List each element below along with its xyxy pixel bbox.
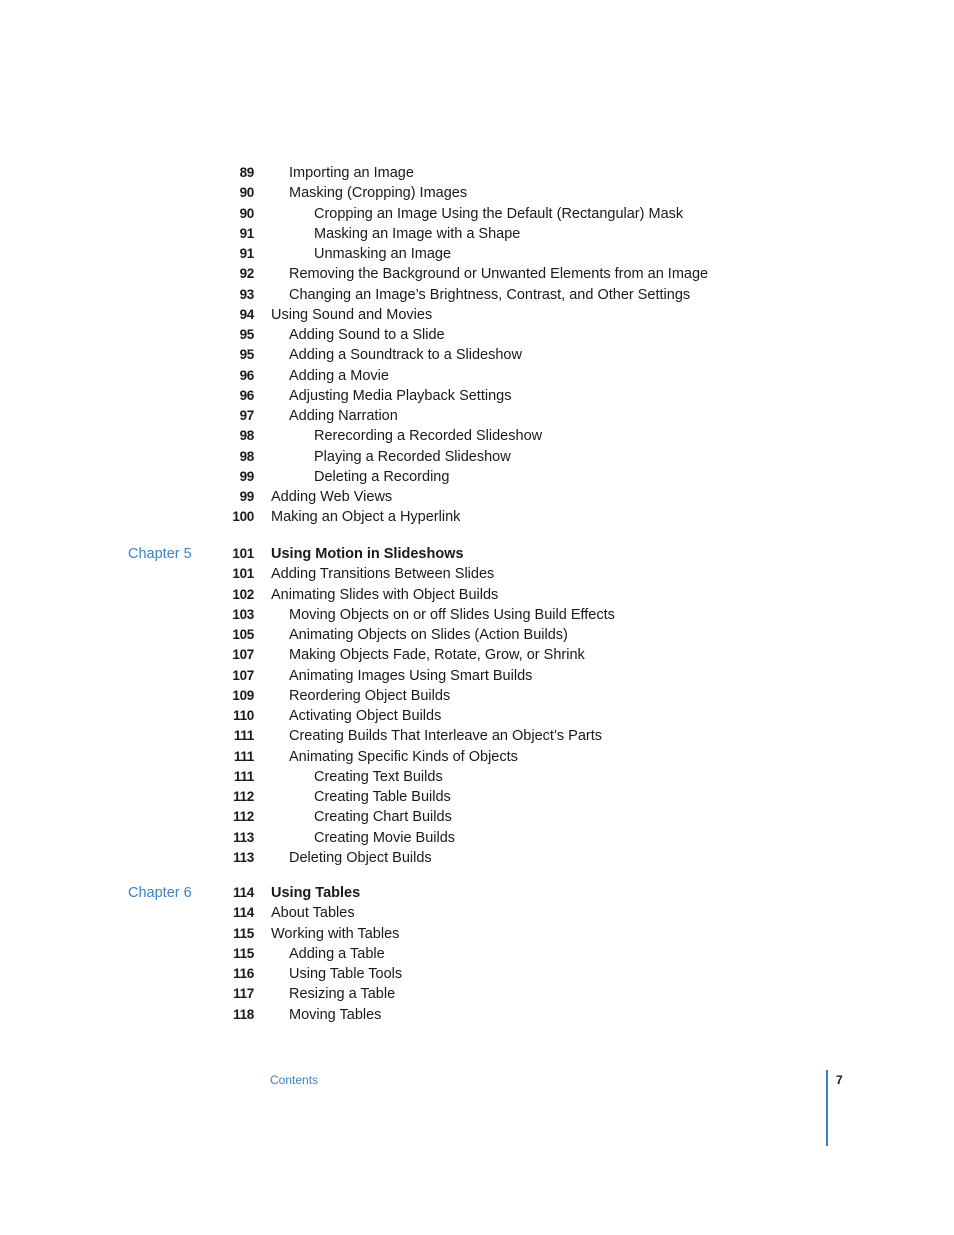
toc-entry-title: Making Objects Fade, Rotate, Grow, or Shrink [289, 647, 585, 664]
toc-page-number: 114 [233, 885, 254, 900]
toc-page-number: 92 [239, 266, 254, 282]
footer-section-label[interactable]: Contents [270, 1073, 319, 1087]
toc-page-number: 100 [232, 509, 254, 525]
toc-entry[interactable] [0, 645, 954, 665]
toc-entry[interactable] [0, 984, 954, 1004]
toc-entry-title: Creating Table Builds [314, 789, 451, 805]
toc-entry[interactable] [0, 345, 954, 365]
toc-entry-title: Adding Transitions Between Slides [271, 566, 495, 583]
toc-entry[interactable] [0, 406, 954, 426]
toc-entry[interactable] [0, 244, 954, 264]
toc-entry-title: Creating Chart Builds [314, 809, 452, 826]
toc-entry-title: Animating Slides with Object Builds [271, 586, 499, 603]
toc-page-number: 90 [239, 205, 254, 221]
toc-page-number: 99 [239, 489, 254, 504]
toc-page-number: 95 [239, 347, 254, 363]
toc-entry[interactable] [0, 224, 954, 244]
toc-entry[interactable] [0, 467, 954, 487]
toc-chapter-entry[interactable] [0, 883, 954, 903]
toc-entry-title: Animating Specific Kinds of Objects [289, 748, 518, 765]
toc-entry-title: Adding Sound to a Slide [289, 327, 445, 343]
toc-entry-title: Working with Tables [271, 925, 400, 942]
toc-entry-title: Animating Images Using Smart Builds [289, 667, 533, 684]
footer-page-number: 7 [836, 1073, 843, 1087]
toc-page-number: 102 [232, 586, 254, 602]
toc-page-number: 96 [239, 367, 254, 383]
toc-entry[interactable] [0, 183, 954, 203]
toc-entry-title: Moving Objects on or off Slides Using Build Effects [289, 606, 615, 623]
toc-entry[interactable] [0, 1005, 954, 1025]
toc-page-number: 117 [233, 986, 254, 1002]
toc-entry-title: Creating Text Builds [314, 768, 443, 785]
toc-entry-title: Adding Web Views [271, 489, 393, 505]
toc-page-number: 118 [233, 1006, 254, 1022]
toc-entry-title: About Tables [271, 905, 355, 922]
toc-page-number: 94 [239, 306, 254, 322]
toc-chapter-title: Using Motion in Slideshows [271, 546, 464, 562]
toc-page-number: 103 [232, 606, 254, 622]
toc-page-number: 112 [233, 809, 254, 825]
toc-page-number: 98 [239, 428, 254, 444]
toc-page-number: 113 [233, 849, 254, 865]
toc-page-number: 110 [233, 708, 254, 723]
toc-entry-title: Adding a Soundtrack to a Slideshow [289, 347, 522, 364]
toc-entry[interactable] [0, 564, 954, 584]
toc-page-number: 101 [232, 566, 254, 582]
toc-entry[interactable] [0, 924, 954, 944]
toc-page-number: 93 [239, 286, 254, 302]
toc-entry[interactable] [0, 706, 954, 726]
toc-group-continued [0, 163, 954, 528]
toc-page-number: 97 [239, 408, 254, 423]
toc-entry[interactable] [0, 848, 954, 868]
toc-entry-title: Rerecording a Recorded Slideshow [314, 428, 543, 445]
toc-page-number: 111 [233, 728, 254, 744]
toc-entry-title: Importing an Image [289, 165, 414, 181]
footer-divider [826, 1070, 828, 1146]
toc-entry-title: Cropping an Image Using the Default (Rectangular) Mask [314, 205, 684, 222]
toc-entry[interactable] [0, 447, 954, 467]
toc-page-number: 116 [233, 966, 254, 981]
toc-entry-title: Adjusting Media Playback Settings [289, 387, 512, 404]
toc-page-number: 114 [233, 905, 254, 921]
toc-entry-title: Using Table Tools [289, 966, 403, 982]
toc-entry[interactable] [0, 964, 954, 984]
toc-page-number: 91 [239, 246, 254, 261]
toc-page-number: 105 [232, 627, 254, 642]
toc-page-number: 115 [233, 945, 254, 961]
toc-page-number: 90 [239, 185, 254, 201]
toc-group-chapter-6 [0, 883, 954, 1025]
toc-page-number: 107 [232, 667, 254, 683]
toc-page-number: 113 [233, 829, 254, 845]
toc-page-number: 115 [233, 925, 254, 941]
toc-page-number: 101 [232, 546, 254, 561]
toc-entry-title: Creating Builds That Interleave an Object’s Parts [289, 728, 602, 745]
toc-entry[interactable] [0, 625, 954, 645]
toc-entry[interactable] [0, 163, 954, 183]
toc-entry[interactable] [0, 747, 954, 767]
toc-entry-title: Adding a Table [289, 945, 385, 962]
toc-page-number: 107 [232, 647, 254, 663]
toc-entry[interactable] [0, 204, 954, 224]
toc-entry[interactable] [0, 325, 954, 345]
toc-page-number: 109 [232, 687, 254, 703]
toc-entry[interactable] [0, 807, 954, 827]
toc-entry[interactable] [0, 666, 954, 686]
toc-entry[interactable] [0, 386, 954, 406]
toc-entry[interactable] [0, 787, 954, 807]
toc-entry[interactable] [0, 767, 954, 787]
toc-entry-title: Adding a Movie [289, 367, 389, 384]
toc-entry[interactable] [0, 285, 954, 305]
toc-entry-title: Reordering Object Builds [289, 687, 451, 704]
toc-entry[interactable] [0, 305, 954, 325]
toc-entry-title: Masking an Image with a Shape [314, 225, 521, 242]
toc-entry-title: Unmasking an Image [314, 246, 452, 262]
toc-entry-title: Activating Object Builds [289, 708, 442, 724]
chapter-label: Chapter 5 [128, 546, 192, 562]
toc-entry[interactable] [0, 264, 954, 284]
toc-entry[interactable] [0, 487, 954, 507]
toc-page-number: 89 [239, 165, 254, 180]
toc-entry-title: Masking (Cropping) Images [289, 185, 468, 202]
toc-group-chapter-5 [0, 544, 954, 868]
toc-page-number: 111 [233, 748, 254, 764]
toc-page-number: 91 [239, 225, 254, 241]
toc-entry-title: Playing a Recorded Slideshow [314, 448, 511, 465]
toc-entry[interactable] [0, 944, 954, 964]
toc-page-number: 112 [233, 789, 254, 804]
toc-entry-title: Resizing a Table [289, 986, 396, 1003]
toc-entry-title: Creating Movie Builds [314, 829, 456, 846]
toc-entry[interactable] [0, 426, 954, 446]
toc-chapter-title: Using Tables [271, 885, 361, 901]
toc-page-number: 99 [239, 468, 254, 484]
toc-entry[interactable] [0, 903, 954, 923]
toc-entry-title: Removing the Background or Unwanted Elements from an Image [289, 266, 709, 283]
toc-page-number: 98 [239, 448, 254, 464]
toc-page-number: 111 [233, 768, 254, 784]
toc-entry[interactable] [0, 366, 954, 386]
toc-chapter-entry[interactable] [0, 544, 954, 564]
toc-entry-title: Animating Objects on Slides (Action Builds) [289, 627, 568, 643]
toc-entry[interactable] [0, 605, 954, 625]
toc-page-number: 95 [239, 327, 254, 342]
toc-entry[interactable] [0, 828, 954, 848]
toc-page-number: 96 [239, 387, 254, 403]
toc-entry[interactable] [0, 585, 954, 605]
toc-entry-title: Making an Object a Hyperlink [271, 509, 461, 526]
toc-entry-title: Using Sound and Movies [271, 306, 433, 323]
toc-entry-title: Deleting a Recording [314, 468, 450, 485]
toc-entry-title: Deleting Object Builds [289, 849, 432, 866]
toc-entry[interactable] [0, 507, 954, 527]
toc-entry-title: Changing an Image’s Brightness, Contrast, and Other Settings [289, 286, 691, 303]
toc-entry-title: Moving Tables [289, 1006, 382, 1023]
toc-entry[interactable] [0, 686, 954, 706]
toc-entry-title: Adding Narration [289, 408, 398, 424]
chapter-label: Chapter 6 [128, 885, 192, 901]
toc-entry[interactable] [0, 726, 954, 746]
